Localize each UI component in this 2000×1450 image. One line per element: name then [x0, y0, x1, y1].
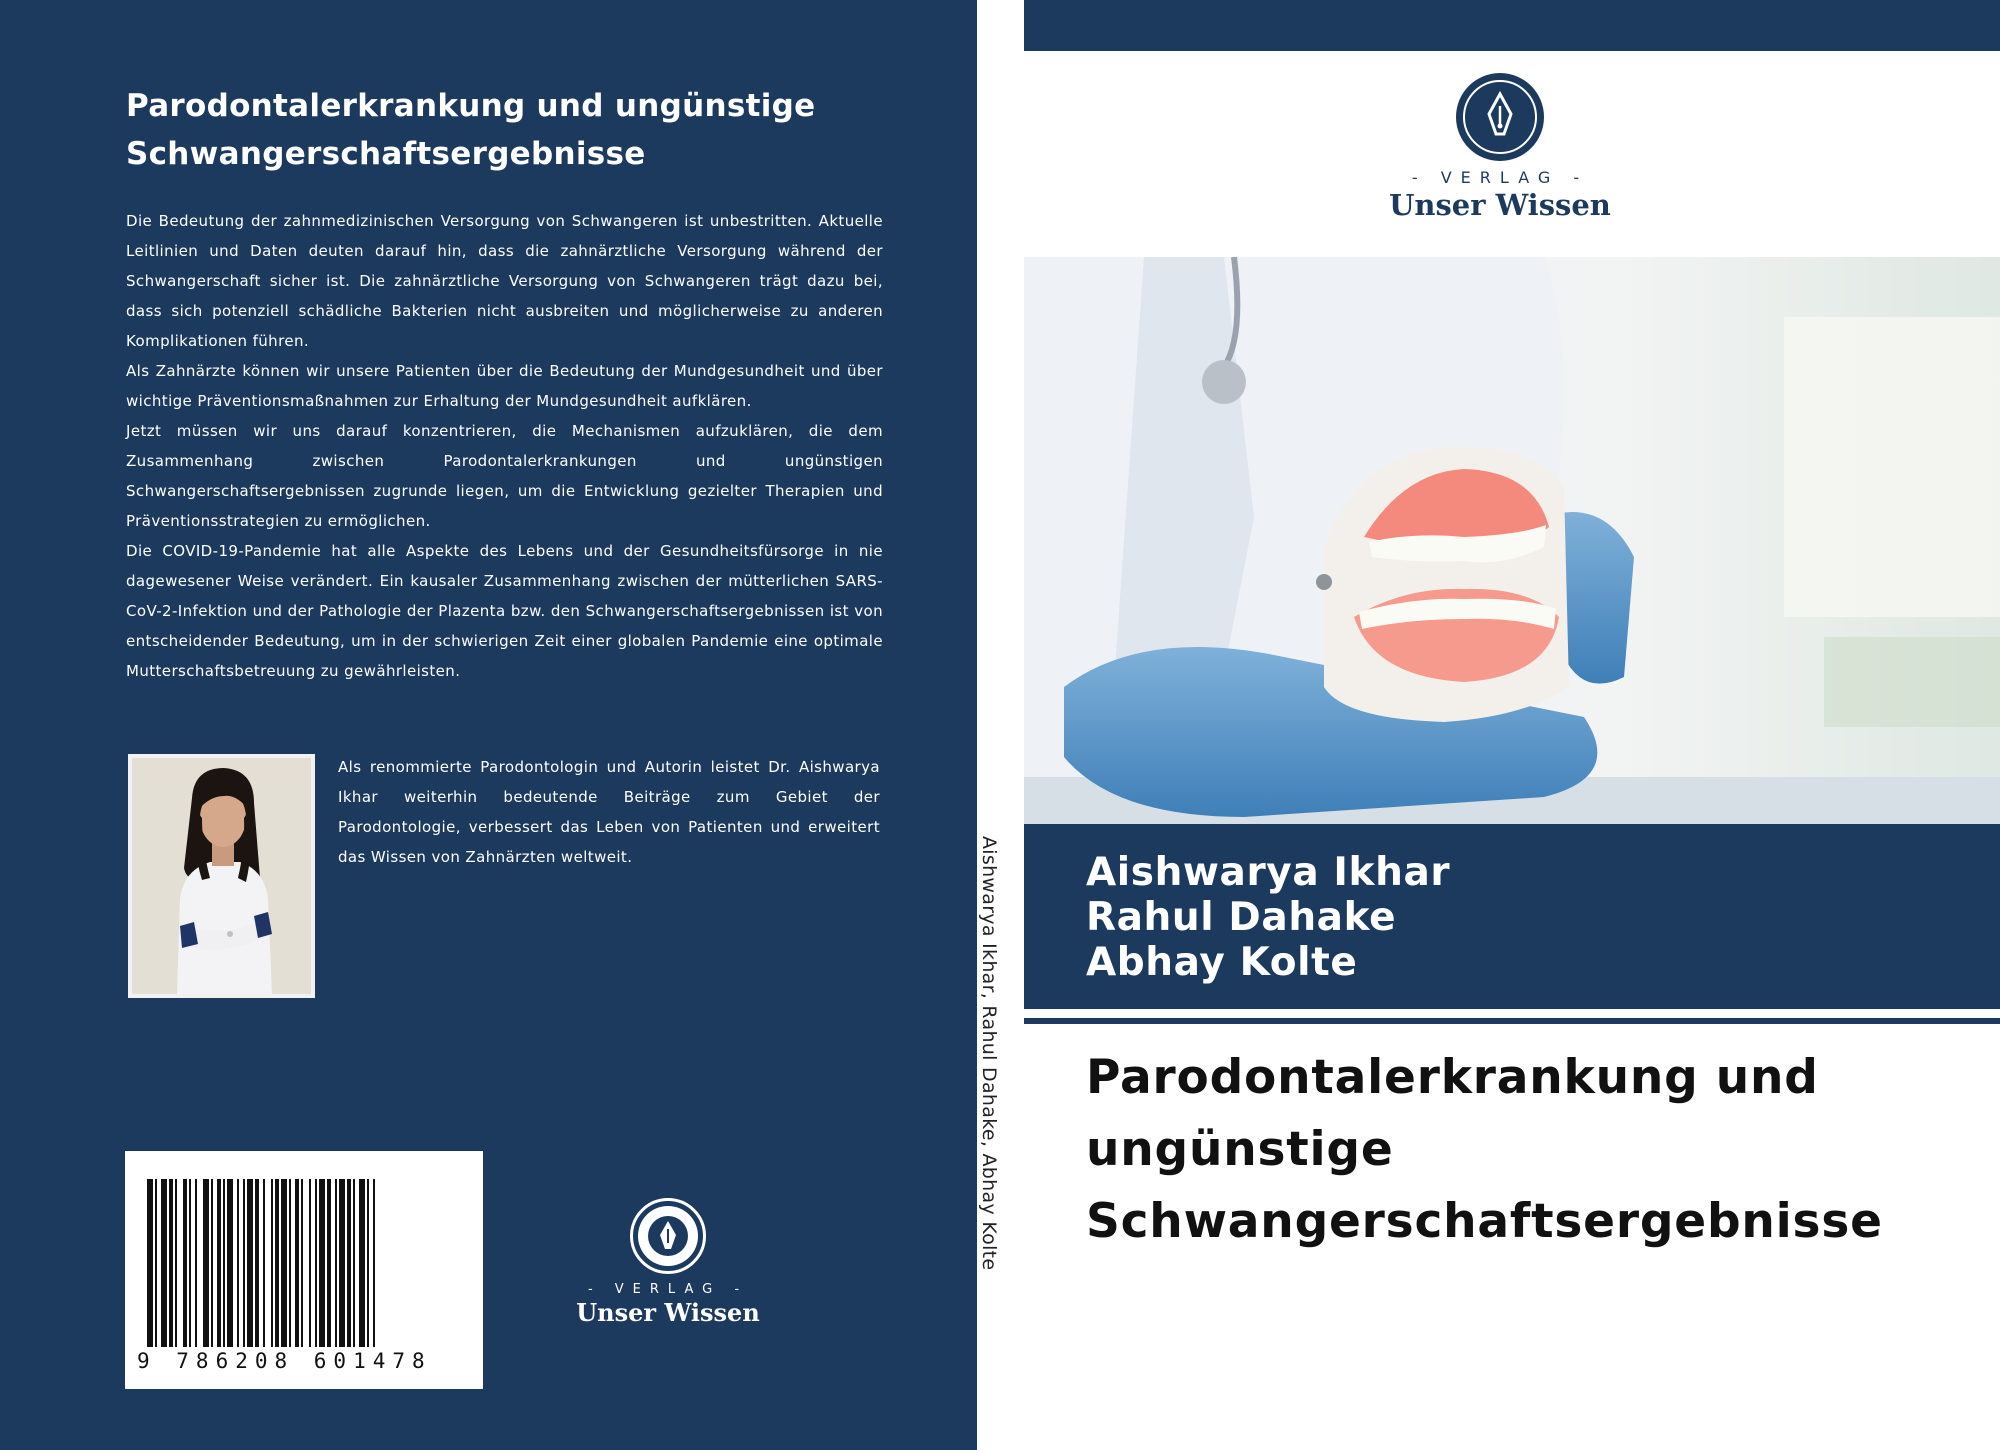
- barcode-bar: [243, 1179, 245, 1347]
- barcode-bar: [281, 1179, 287, 1347]
- blurb-paragraph-1: Die Bedeutung der zahnmedizinischen Versorgung von Schwangeren ist unbestritten. Aktuelle Leitlinien und Daten deuten darauf hin, dass die zahnärztliche Versorgung während der Schwangerschaft sicher ist. Die zahnärztliche Versorgung von Schwangeren trägt dazu bei, dass sich potenziell schädliche Bakterien nicht ausbreiten und möglicherweise zu anderen Komplikationen führen.: [126, 212, 883, 350]
- barcode-bar: [263, 1179, 265, 1347]
- barcode-bar: [161, 1179, 167, 1347]
- author-bio: Als renommierte Parodontologin und Autorin leistet Dr. Aishwarya Ikhar weiterhin bedeutende Beiträge zum Gebiet der Parodontologie, verbessert das Leben von Patienten und erweitert das Wissen von Zahnärzten weltweit.: [338, 758, 880, 866]
- front-top-bar: [1024, 0, 2000, 51]
- barcode-bar: [175, 1179, 177, 1347]
- barcode-bar: [339, 1179, 345, 1347]
- barcode-bar: [169, 1179, 173, 1347]
- publisher-logo-back: [568, 1198, 768, 1328]
- barcode-bar: [247, 1179, 253, 1347]
- author-name: Abhay Kolte: [1086, 940, 1358, 985]
- publisher-name: Unser Wissen: [1389, 188, 1611, 222]
- publisher-emblem-icon: [630, 1198, 706, 1274]
- barcode-bar: [289, 1179, 291, 1347]
- authors-band: [1024, 824, 2000, 1009]
- publisher-name: Unser Wissen: [576, 1298, 760, 1327]
- barcode-bar: [347, 1179, 351, 1347]
- barcode-bar: [237, 1179, 239, 1347]
- barcode-bar: [203, 1179, 209, 1347]
- publisher-logo-front: [1380, 72, 1620, 222]
- barcode-bar: [195, 1179, 197, 1347]
- author-name: Rahul Dahake: [1086, 895, 1397, 940]
- barcode-bar: [335, 1179, 337, 1347]
- barcode-bar: [353, 1179, 355, 1347]
- barcode-bar: [183, 1179, 187, 1347]
- barcode-bar: [319, 1179, 325, 1347]
- publisher-verlag-label: - VERLAG -: [1411, 168, 1589, 187]
- barcode-bar: [271, 1179, 273, 1347]
- back-cover: [0, 0, 977, 1450]
- author-name: Aishwarya Ikhar: [1086, 850, 1451, 895]
- barcode-bar: [309, 1179, 311, 1347]
- barcode-bar: [227, 1179, 233, 1347]
- publisher-verlag-label: - VERLAG -: [587, 1282, 749, 1297]
- barcode-bar: [373, 1179, 375, 1347]
- isbn-number: 9 786208 601478: [137, 1349, 432, 1373]
- author-list: [1086, 850, 1450, 985]
- barcode-bar: [275, 1179, 279, 1347]
- barcode-bar: [315, 1179, 317, 1347]
- barcode-bar: [155, 1179, 157, 1347]
- barcode-bar: [301, 1179, 303, 1347]
- barcode-bar: [255, 1179, 259, 1347]
- cover-photo-dental-model: [1024, 257, 2000, 824]
- author-photo: [128, 754, 315, 998]
- blurb-paragraph-4: Die COVID-19-Pandemie hat alle Aspekte des Lebens und der Gesundheitsfürsorge in nie dagewesener Weise verändert. Ein kausaler Zusammenhang zwischen der mütterlichen SARS-CoV-2-Infektion und der Pathologie der Plazenta bzw. den Schwangerschaftsergebnissen ist von entscheidender Bedeutung, um in der schwierigen Zeit einer globalen Pandemie eine optimale Mutterschaftsbetreuung zu gewährleisten.: [126, 542, 883, 680]
- blurb-paragraph-3: Jetzt müssen wir uns darauf konzentrieren, die Mechanismen aufzuklären, die dem Zusammenhang zwischen Parodontalerkrankungen und ungünstigen Schwangerschaftsergebnissen zugrunde liegen, um die Entwicklung gezielter Therapien und Präventionsstrategien zu ermöglichen.: [126, 422, 883, 530]
- spine-author-list: Aishwarya Ikhar, Rahul Dahake, Abhay Kolte: [978, 836, 1000, 1271]
- barcode-bar: [217, 1179, 221, 1347]
- barcode-bar: [295, 1179, 299, 1347]
- barcode-bar: [359, 1179, 365, 1347]
- isbn-barcode: [125, 1151, 483, 1389]
- barcode-bar: [189, 1179, 191, 1347]
- barcode-bar: [223, 1179, 225, 1347]
- front-divider: [1024, 1018, 2000, 1024]
- publisher-emblem-icon: [1455, 72, 1545, 162]
- back-cover-blurb: [126, 206, 883, 686]
- barcode-bar: [147, 1179, 153, 1347]
- barcode-bar: [367, 1179, 369, 1347]
- barcode-bar: [211, 1179, 213, 1347]
- barcode-bar: [327, 1179, 331, 1347]
- back-cover-title: Parodontalerkrankung und ungünstige Schwangerschaftsergebnisse: [126, 88, 816, 172]
- blurb-paragraph-2: Als Zahnärzte können wir unsere Patienten über die Bedeutung der Mundgesundheit und über wichtige Präventionsmaßnahmen zur Erhaltung der Mundgesundheit aufklären.: [126, 362, 883, 410]
- front-cover-title: Parodontalerkrankung und ungünstige Schwangerschaftsergebnisse: [1086, 1050, 1883, 1249]
